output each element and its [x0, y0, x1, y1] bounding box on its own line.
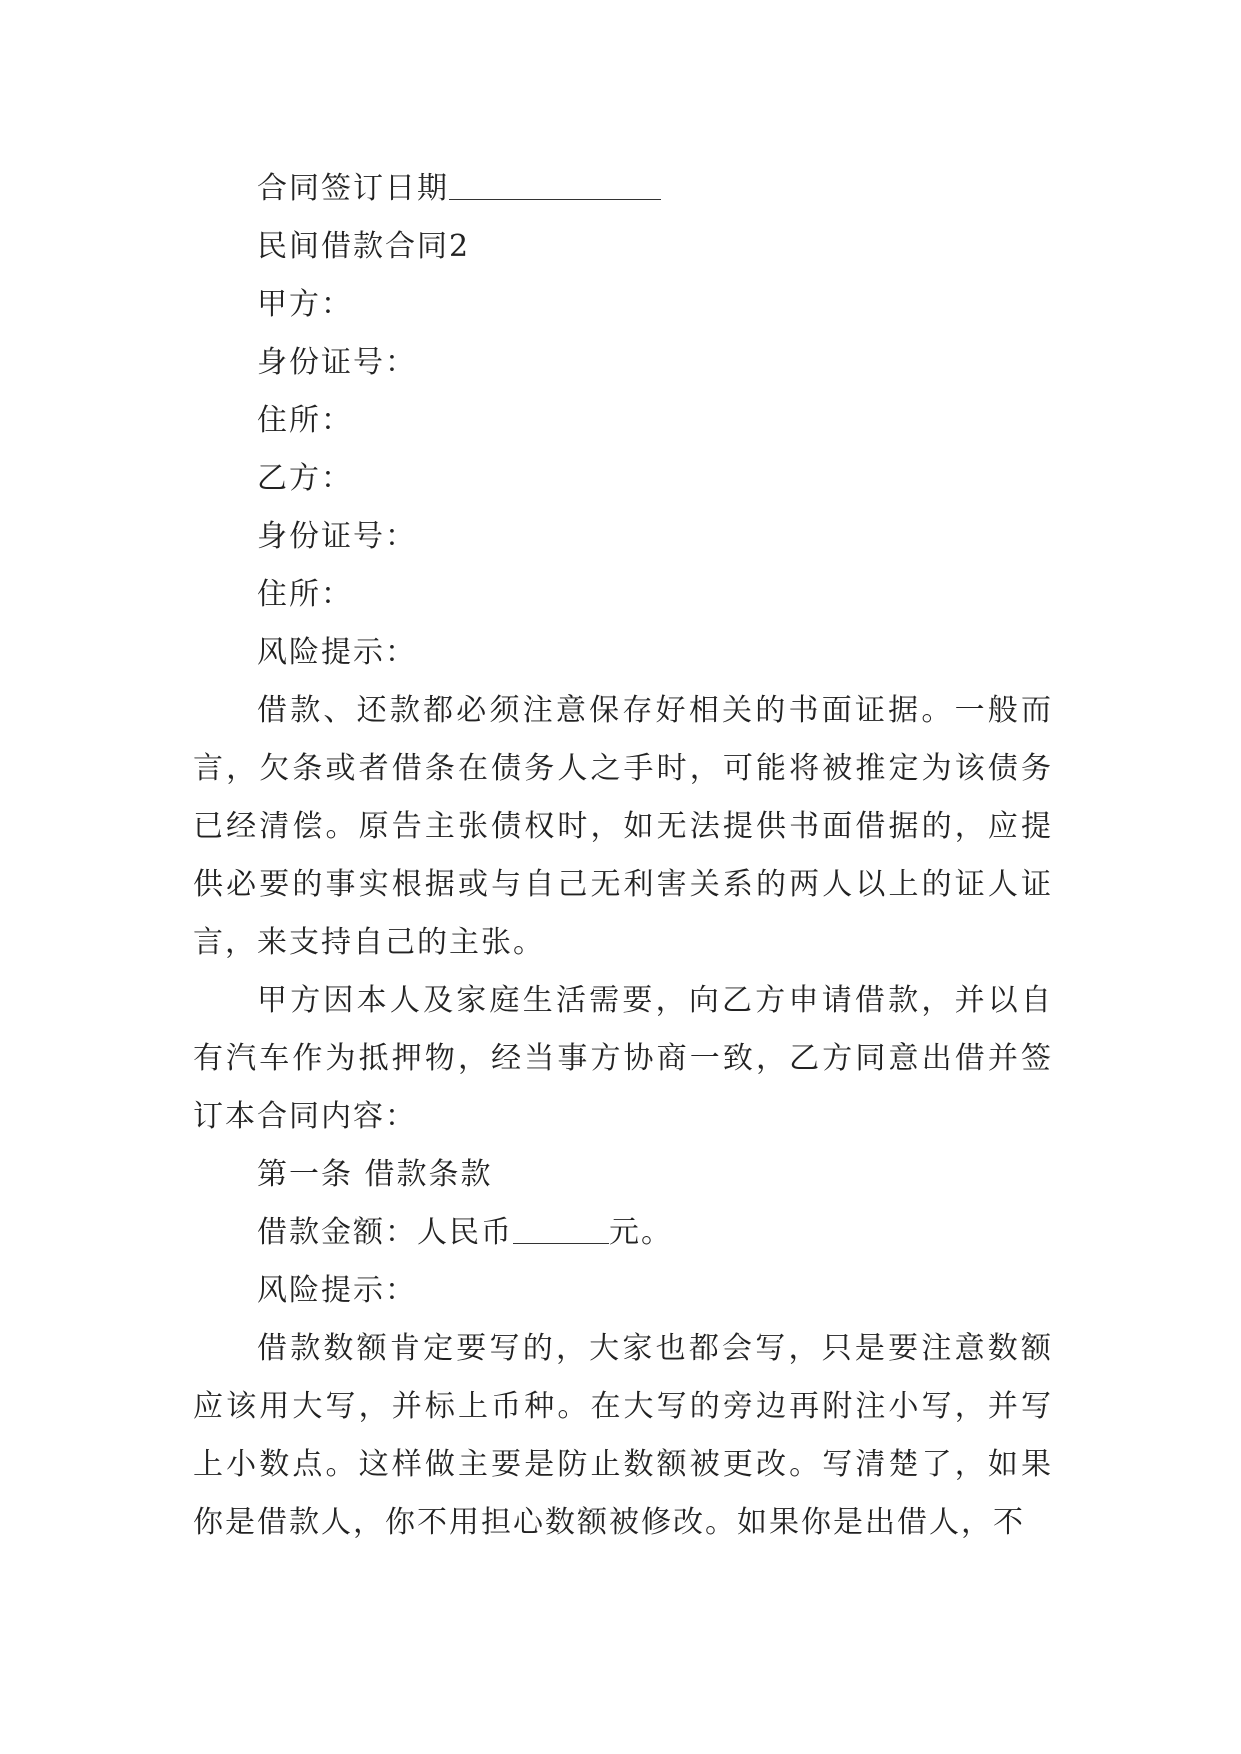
article-1-heading: 第一条 借款条款 — [257, 1157, 493, 1192]
loan-amount-unit: 元。 — [609, 1215, 673, 1250]
signing-date-blank — [449, 165, 661, 200]
loan-amount-label: 借款金额：人民币 — [257, 1215, 513, 1250]
risk-notice-paragraph-2: 借款数额肯定要写的，大家也都会写，只是要注意数额应该用大写，并标上币种。在大写的旁边再附注小写，并写上小数点。这样做主要是防止数额被更改。写清楚了，如果你是借款人，你不用担心数额被修改。如果你是出借人，不 — [193, 1331, 1053, 1540]
party-a-label: 甲方： — [257, 287, 353, 322]
party-a-id-label: 身份证号： — [257, 345, 417, 380]
loan-amount-line — [193, 1204, 1053, 1262]
loan-amount-blank — [513, 1209, 609, 1244]
signing-date-label: 合同签订日期 — [257, 171, 449, 206]
party-b-id-label: 身份证号： — [257, 519, 417, 554]
contract-title: 民间借款合同2 — [257, 229, 471, 264]
risk-notice-heading-2: 风险提示： — [257, 1273, 417, 1308]
party-b-label: 乙方： — [257, 461, 353, 496]
document-page — [193, 160, 1053, 1552]
intro-paragraph: 甲方因本人及家庭生活需要，向乙方申请借款，并以自有汽车作为抵押物，经当事方协商一致，乙方同意出借并签订本合同内容： — [193, 983, 1053, 1134]
party-b-address-label: 住所： — [257, 577, 353, 612]
risk-notice-heading: 风险提示： — [257, 635, 417, 670]
risk-notice-paragraph: 借款、还款都必须注意保存好相关的书面证据。一般而言，欠条或者借条在债务人之手时，可能将被推定为该债务已经清偿。原告主张债权时，如无法提供书面借据的，应提供必要的事实根据或与自己无利害关系的两人以上的证人证言，来支持自己的主张。 — [193, 693, 1053, 960]
party-a-address-label: 住所： — [257, 403, 353, 438]
signing-date-line — [193, 160, 1053, 218]
